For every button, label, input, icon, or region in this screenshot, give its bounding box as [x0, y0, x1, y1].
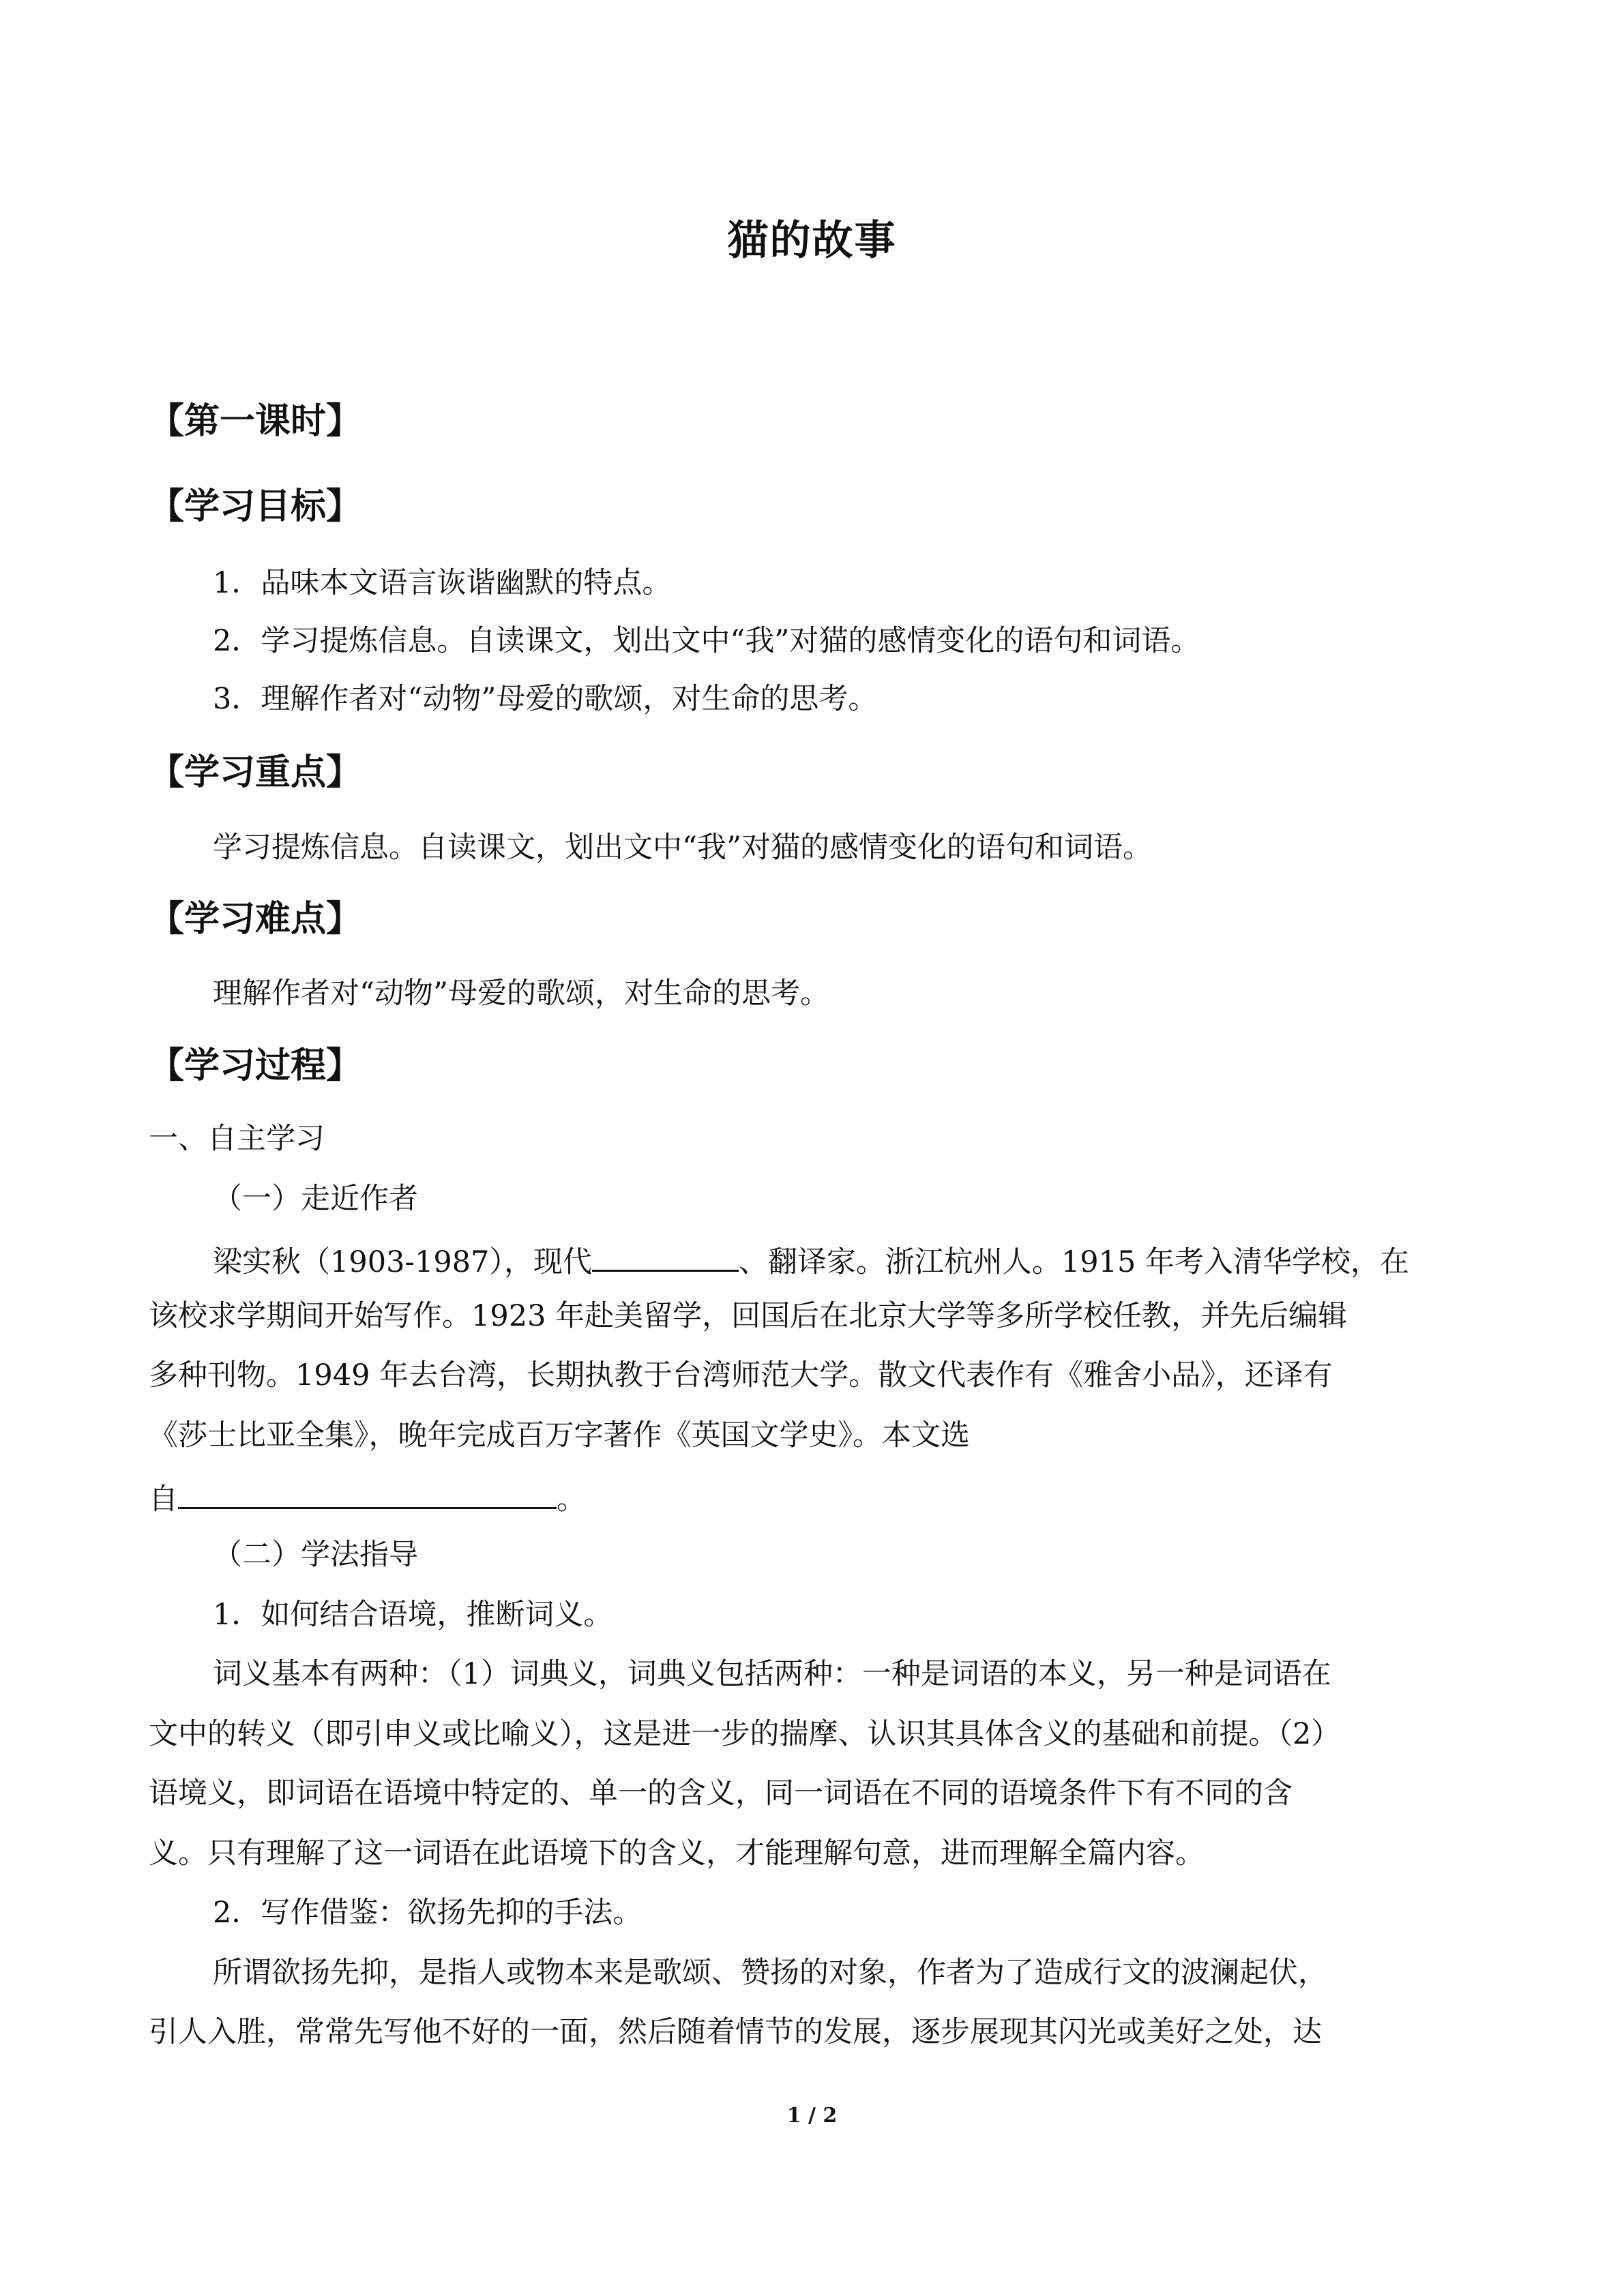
- goal-item: 3．理解作者对“动物”母爱的歌颂，对生命的思考。: [213, 682, 878, 716]
- author-text: 、翻译家。浙江杭州人。1915 年考入清华学校，在: [738, 1245, 1410, 1279]
- goal-item: 1．品味本文语言诙谐幽默的特点。: [213, 566, 672, 600]
- subsection-heading: （二）学法指导: [213, 1538, 418, 1572]
- method-title: 1．如何结合语境，推断词义。: [213, 1598, 613, 1632]
- author-text: 。: [557, 1482, 586, 1517]
- part-heading: 一、自主学习: [149, 1122, 325, 1156]
- author-text: 梁实秋（1903-1987），现代: [213, 1245, 592, 1279]
- method-paragraph-line: 所谓欲扬先抑，是指人或物本来是歌颂、赞扬的对象，作者为了造成行文的波澜起伏，: [213, 1956, 1327, 1990]
- method-paragraph-line: 词义基本有两种：（1）词典义，词典义包括两种：一种是词语的本义，另一种是词语在: [213, 1657, 1331, 1691]
- difficulty-heading: 【学习难点】: [149, 899, 362, 940]
- author-paragraph-line: 该校求学期间开始写作。1923 年赴美留学，回国后在北京大学等多所学校任教，并先后编辑: [149, 1299, 1348, 1333]
- method-paragraph-line: 义。只有理解了这一词语在此语境下的含义，才能理解句意，进而理解全篇内容。: [149, 1836, 1205, 1870]
- method-paragraph-line: 语境义，即词语在语境中特定的、单一的含义，同一词语在不同的语境条件下有不同的含: [149, 1776, 1293, 1810]
- goals-heading: 【学习目标】: [149, 486, 362, 527]
- focus-heading: 【学习重点】: [149, 752, 362, 793]
- subsection-heading: （一）走近作者: [213, 1182, 418, 1216]
- page-title: 猫的故事: [727, 217, 897, 265]
- author-paragraph-line: 《莎士比亚全集》，晚年完成百万字著作《英国文学史》。本文选: [149, 1418, 970, 1452]
- author-paragraph-line: [213, 1241, 1409, 1281]
- difficulty-text: 理解作者对“动物”母爱的歌颂，对生命的思考。: [213, 976, 829, 1011]
- author-paragraph-line: [149, 1478, 586, 1518]
- page-number: 1 / 2: [786, 2104, 838, 2128]
- method-paragraph-line: 引人入胜，常常先写他不好的一面，然后随着情节的发展，逐步展现其闪光或美好之处，达: [149, 2015, 1322, 2049]
- author-paragraph-line: 多种刊物。1949 年去台湾，长期执教于台湾师范大学。散文代表作有《雅舍小品》，还译有: [149, 1358, 1333, 1392]
- process-heading: 【学习过程】: [149, 1045, 362, 1086]
- method-paragraph-line: 文中的转义（即引申义或比喻义），这是进一步的揣摩、认识其具体含义的基础和前提。（2）: [149, 1717, 1341, 1751]
- answer-blank[interactable]: [178, 1478, 557, 1509]
- author-text: 自: [149, 1482, 178, 1517]
- focus-text: 学习提炼信息。自读课文，划出文中“我”对猫的感情变化的语句和词语。: [213, 831, 1152, 865]
- lesson-heading: 【第一课时】: [149, 401, 362, 442]
- goal-item: 2．学习提炼信息。自读课文，划出文中“我”对猫的感情变化的语句和词语。: [213, 624, 1200, 658]
- answer-blank[interactable]: [592, 1241, 739, 1272]
- method-title: 2．写作借鉴：欲扬先抑的手法。: [213, 1896, 643, 1930]
